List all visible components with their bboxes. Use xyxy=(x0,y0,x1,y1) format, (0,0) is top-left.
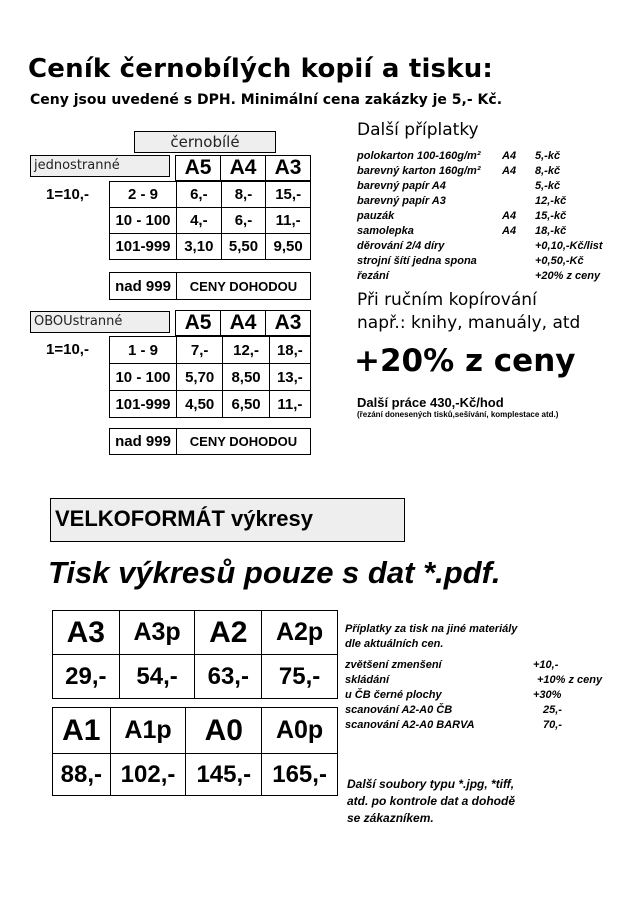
item-price: 15,-kč xyxy=(535,210,567,222)
list-item xyxy=(357,149,627,164)
price-cell: 5,70 xyxy=(177,364,223,391)
price-cell: 102,- xyxy=(110,754,186,796)
range-cell: 2 - 9 xyxy=(110,182,177,208)
format-cell: A4 xyxy=(221,156,266,181)
deal-cell: CENY DOHODOU xyxy=(177,429,311,455)
item-format xyxy=(502,179,535,194)
format-cell: A2 xyxy=(195,611,262,655)
page-subtitle: Ceny jsou uvedené s DPH. Minimální cena zakázky je 5,- Kč. xyxy=(30,92,503,108)
price-cell: 8,- xyxy=(221,182,266,208)
item-name: strojní šítí jedna spona xyxy=(357,255,477,267)
item-format xyxy=(502,194,535,209)
item-price: 8,-kč xyxy=(535,165,561,177)
bw-label: černobílé xyxy=(134,131,276,153)
format-cell: A0 xyxy=(186,708,262,754)
price-cell: 3,10 xyxy=(177,234,222,260)
format-cell: A4 xyxy=(221,311,266,336)
list-item xyxy=(345,658,625,673)
item-name: polokarton 100-160g/m² xyxy=(357,150,481,162)
format-cell: A3 xyxy=(266,311,311,336)
page-title: Ceník černobílých kopií a tisku: xyxy=(28,54,494,84)
manual-line-2: např.: knihy, manuály, atd xyxy=(357,313,581,333)
range-cell: nad 999 xyxy=(110,273,177,300)
format-cell: A5 xyxy=(176,156,221,181)
single-price-table xyxy=(109,181,311,260)
item-price: 25,- xyxy=(543,704,562,716)
list-item xyxy=(357,209,627,224)
format-cell: A3 xyxy=(266,156,311,181)
double-single-price: 1=10,- xyxy=(46,341,89,358)
deal-cell: CENY DOHODOU xyxy=(177,273,311,300)
price-cell: 15,- xyxy=(266,182,311,208)
price-cell: 11,- xyxy=(266,208,311,234)
notes-title-1: Příplatky za tisk na jiné materiály xyxy=(345,623,518,635)
large-notes xyxy=(345,622,625,733)
single-format-header xyxy=(175,155,311,181)
format-cell: A3p xyxy=(119,611,195,655)
price-cell: 6,- xyxy=(221,208,266,234)
range-cell: 1 - 9 xyxy=(110,337,177,364)
item-price: 18,-kč xyxy=(535,225,567,237)
item-name: u ČB černé plochy xyxy=(345,689,442,701)
format-cell: A5 xyxy=(176,311,221,336)
surcharges-list xyxy=(357,149,627,284)
double-price-table xyxy=(109,336,311,418)
footer-line-1: Další soubory typu *.jpg, *tiff, xyxy=(347,777,515,791)
list-item xyxy=(345,688,625,703)
price-cell: 6,- xyxy=(177,182,222,208)
format-cell: A2p xyxy=(262,611,338,655)
double-over-999 xyxy=(109,428,311,455)
item-name: barevný papír A4 xyxy=(357,180,446,192)
item-name: scanování A2-A0 BARVA xyxy=(345,719,475,731)
price-cell: 29,- xyxy=(53,655,120,699)
single-single-price: 1=10,- xyxy=(46,186,89,203)
price-cell: 12,- xyxy=(223,337,269,364)
price-cell: 75,- xyxy=(262,655,338,699)
item-price: 70,- xyxy=(543,719,562,731)
range-cell: 10 - 100 xyxy=(110,364,177,391)
item-format: A4 xyxy=(502,210,517,222)
price-cell: 4,50 xyxy=(177,391,223,418)
list-item xyxy=(345,673,625,688)
range-cell: 101-999 xyxy=(110,234,177,260)
list-item xyxy=(357,224,627,239)
extra-work-note: (řezání donesených tisků,sešívání, komplestace atd.) xyxy=(357,410,559,419)
item-format xyxy=(502,239,535,254)
double-format-header xyxy=(175,310,311,336)
surcharges-title: Další příplatky xyxy=(357,120,479,140)
price-cell: 145,- xyxy=(186,754,262,796)
item-price: +10,- xyxy=(533,659,559,671)
item-price: +30% xyxy=(533,689,562,701)
manual-line-1: Při ručním kopírování xyxy=(357,290,537,310)
item-format xyxy=(502,254,535,269)
list-item xyxy=(357,164,627,179)
item-price: +10% z ceny xyxy=(537,674,603,686)
format-cell: A3 xyxy=(53,611,120,655)
price-cell: 5,50 xyxy=(221,234,266,260)
price-cell: 18,- xyxy=(269,337,310,364)
item-name: skládání xyxy=(345,674,390,686)
item-format xyxy=(502,269,535,284)
list-item xyxy=(345,703,625,718)
large-table-2 xyxy=(52,707,338,796)
item-price: 12,-kč xyxy=(535,195,567,207)
list-item xyxy=(357,269,627,284)
item-price: 5,-kč xyxy=(535,150,561,162)
large-notes-footer xyxy=(347,776,515,827)
price-cell: 11,- xyxy=(269,391,310,418)
price-cell: 54,- xyxy=(119,655,195,699)
price-cell: 4,- xyxy=(177,208,222,234)
item-name: scanování A2-A0 ČB xyxy=(345,704,453,716)
large-format-heading: VELKOFORMÁT výkresy xyxy=(50,498,405,542)
range-cell: 101-999 xyxy=(110,391,177,418)
item-name: pauzák xyxy=(357,210,395,222)
large-table-1 xyxy=(52,610,338,699)
format-cell: A1p xyxy=(110,708,186,754)
format-cell: A0p xyxy=(262,708,338,754)
extra-work: Další práce 430,-Kč/hod xyxy=(357,395,504,410)
price-cell: 6,50 xyxy=(223,391,269,418)
footer-line-2: atd. po kontrole dat a dohodě xyxy=(347,794,515,808)
list-item xyxy=(357,239,627,254)
large-format-tagline: Tisk výkresů pouze s dat *.pdf. xyxy=(48,555,501,590)
item-price: +0,10,-Kč/list xyxy=(535,240,603,252)
price-cell: 9,50 xyxy=(266,234,311,260)
item-name: barevný papír A3 xyxy=(357,195,446,207)
double-sided-label: OBOUstranné xyxy=(30,311,170,333)
list-item xyxy=(357,194,627,209)
item-price: +20% z ceny xyxy=(535,270,601,282)
price-cell: 63,- xyxy=(195,655,262,699)
price-cell: 88,- xyxy=(53,754,111,796)
manual-surcharge: +20% z ceny xyxy=(354,343,576,379)
item-name: barevný karton 160g/m² xyxy=(357,165,481,177)
list-item xyxy=(357,254,627,269)
item-name: řezání xyxy=(357,270,389,282)
price-cell: 165,- xyxy=(262,754,338,796)
range-cell: nad 999 xyxy=(110,429,177,455)
item-name: zvětšení zmenšení xyxy=(345,659,442,671)
item-name: samolepka xyxy=(357,225,414,237)
item-format: A4 xyxy=(502,165,517,177)
list-item xyxy=(357,179,627,194)
single-over-999 xyxy=(109,272,311,300)
price-cell: 7,- xyxy=(177,337,223,364)
price-cell: 8,50 xyxy=(223,364,269,391)
item-format: A4 xyxy=(502,150,517,162)
item-price: +0,50,-Kč xyxy=(535,255,584,267)
range-cell: 10 - 100 xyxy=(110,208,177,234)
item-price: 5,-kč xyxy=(535,180,561,192)
format-cell: A1 xyxy=(53,708,111,754)
price-cell: 13,- xyxy=(269,364,310,391)
list-item xyxy=(345,718,625,733)
item-name: děrování 2/4 díry xyxy=(357,240,445,252)
footer-line-3: se zákazníkem. xyxy=(347,811,434,825)
item-format: A4 xyxy=(502,225,517,237)
notes-title-2: dle aktuálních cen. xyxy=(345,638,444,650)
single-sided-label: jednostranné xyxy=(30,155,170,177)
